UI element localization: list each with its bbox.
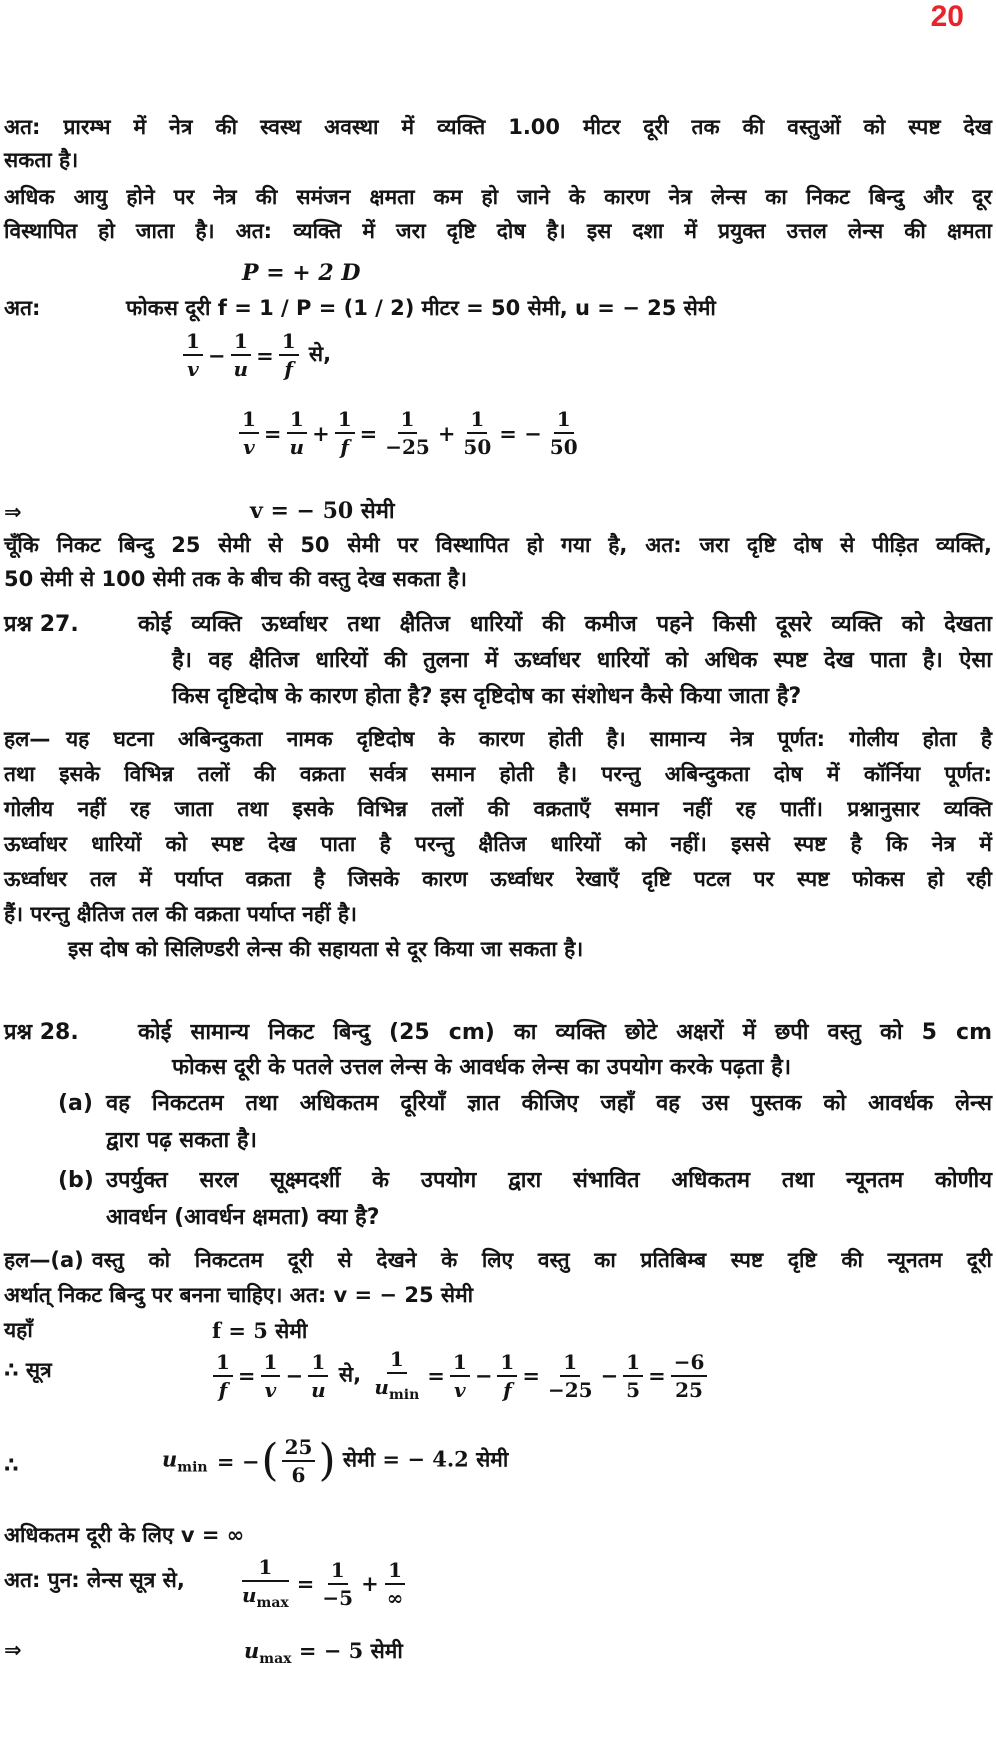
question-27-line: किस दृष्टिदोष के कारण होता है? इस दृष्टिदोष का संशोधन कैसे किया जाता है? xyxy=(172,684,802,709)
focal-value: f = 5 सेमी xyxy=(212,1318,308,1343)
part-b-line: आवर्धन (आवर्धन क्षमता) क्या है? xyxy=(106,1205,380,1230)
umax-formula-prefix: अत: पुन: लेन्स सूत्र से, xyxy=(4,1568,185,1592)
v-result: v = − 50 सेमी xyxy=(250,498,395,524)
paragraph-line: 50 सेमी से 100 सेमी तक के बीच की वस्तु देख सकता है। xyxy=(4,567,467,591)
paragraph-line: सकता है। xyxy=(4,148,79,172)
umin-result: $u_{min}$ = −( $\frac{25}{6}$ ) सेमी = − 4.2 सेमी xyxy=(162,1435,509,1487)
paragraph-line: चूँकि निकट बिन्दु 25 सेमी से 50 सेमी पर विस्थापित हो गया है, अत: जरा दृष्टि दोष से पीड़ित व्यक्ति, xyxy=(4,533,992,557)
label-yahan: यहाँ xyxy=(4,1318,33,1342)
answer-line: ऊर्ध्वाधर तल में पर्याप्त वक्रता है जिसके कारण ऊर्ध्वाधर रेखाएँ दृष्टि पटल पर स्पष्ट फोकस हो रही xyxy=(4,867,992,891)
question-27-line: कोई व्यक्ति ऊर्ध्वाधर तथा क्षैतिज धारियों की कमीज पहने किसी दूसरे व्यक्ति को देखता xyxy=(138,612,992,637)
fraction: $\frac{1}{u}$ xyxy=(231,330,252,380)
fraction: $\frac{1}{f}$ xyxy=(279,330,299,380)
answer-line: इस दोष को सिलिण्डरी लेन्स की सहायता से दूर किया जा सकता है। xyxy=(68,937,584,961)
part-a-line: वह निकटतम तथा अधिकतम दूरियाँ ज्ञात कीजिए जहाँ वह उस पुस्तक को आवर्धक लेन्स xyxy=(106,1091,992,1116)
answer-line: गोलीय नहीं रह जाता तथा इसके विभिन्न तलों की वक्रताएँ समान नहीं रह पातीं। प्रश्नानुसार व्यक्ति xyxy=(4,797,992,821)
paragraph-line: विस्थापित हो जाता है। अत: व्यक्ति में जरा दृष्टि दोष है। इस दशा में प्रयुक्त उत्तल लेन्स की क्षमता xyxy=(4,219,992,243)
part-a-label: (a) xyxy=(58,1091,93,1116)
question-28-label: प्रश्न 28. xyxy=(4,1020,79,1045)
part-b-line: उपर्युक्त सरल सूक्ष्मदर्शी के उपयोग द्वारा संभावित अधिकतम तथा न्यूनतम कोणीय xyxy=(106,1168,992,1193)
formula-suffix: से, xyxy=(338,1362,362,1387)
umax-formula: $\frac{1}{u_{max}}$ = $\frac{1}{-5}$ + $\frac{1}{\infty}$ xyxy=(242,1555,404,1611)
focal-length-line: फोकस दूरी f = 1 / P = (1 / 2) मीटर = 50 सेमी, u = − 25 सेमी xyxy=(126,296,716,320)
answer-line: ऊर्ध्वाधर धारियों को स्पष्ट देख पाता है परन्तु क्षैतिज धारियों को नहीं। इससे स्पष्ट है कि नेत्र में xyxy=(4,832,992,856)
part-b-label: (b) xyxy=(58,1168,94,1193)
formula-suffix: से, xyxy=(308,342,332,366)
answer-label: हल—(a) xyxy=(4,1248,84,1272)
paragraph-line: अधिक आयु होने पर नेत्र की समंजन क्षमता कम हो जाने के कारण नेत्र लेन्स का निकट बिन्दु और दूर xyxy=(4,185,992,209)
therefore-symbol: ∴ xyxy=(4,1453,19,1477)
implies-arrow: ⇒ xyxy=(4,500,22,524)
paragraph-line: अत: प्रारम्भ में नेत्र की स्वस्थ अवस्था में व्यक्ति 1.00 मीटर दूरी तक की वस्तुओं को स्पष्ट देख xyxy=(4,115,992,139)
umax-result: $u_{max}$ = − 5 सेमी xyxy=(244,1638,403,1668)
question-28-line: कोई सामान्य निकट बिन्दु (25 cm) का व्यक्ति छोटे अक्षरों में छपी वस्तु को 5 cm xyxy=(138,1020,992,1045)
part-a-line: द्वारा पढ़ सकता है। xyxy=(106,1128,257,1153)
fraction: $\frac{1}{v}$ xyxy=(183,330,203,380)
implies-arrow: ⇒ xyxy=(4,1638,22,1662)
question-27-label: प्रश्न 27. xyxy=(4,612,79,637)
answer-line: वस्तु को निकटतम दूरी से देखने के लिए वस्तु का प्रतिबिम्ब स्पष्ट दृष्टि की न्यूनतम दूरी xyxy=(92,1248,992,1272)
power-equation: P = + 2 D xyxy=(242,260,361,286)
lens-formula-solution: $\frac{1}{v}$ = $\frac{1}{u}$ + $\frac{1}{f}$ = $\frac{1}{-25}$ + $\frac{1}{50}$ = − $\frac{1}{50}$ xyxy=(236,408,584,458)
answer-line: तथा इसके विभिन्न तलों की वक्रता सर्वत्र समान होती है। परन्तु अबिन्दुकता दोष में कॉर्निया पूर्णत: xyxy=(4,762,992,786)
lens-formula: $\frac{1}{v}$ − $\frac{1}{u}$ = $\frac{1}{f}$ से, xyxy=(180,330,331,380)
answer-line: यह घटना अबिन्दुकता नामक दृष्टिदोष के कारण होती है। सामान्य नेत्र पूर्णत: गोलीय होता है xyxy=(66,727,992,751)
label-sutra: ∴ सूत्र xyxy=(4,1358,52,1382)
umin-formula: $\frac{1}{f}$ = $\frac{1}{v}$ − $\frac{1}{u}$ से, $\frac{1}{u_{min}}$ = $\frac{1}{v}$ − $\frac{1}{f}$ = $\frac{1}{-25}$ − $\frac{1}{5}$ = $\frac{-6}{25}$ xyxy=(210,1348,710,1403)
label-atah: अत: xyxy=(4,296,41,320)
answer-line: अर्थात् निकट बिन्दु पर बनना चाहिए। अत: v = − 25 सेमी xyxy=(4,1283,474,1307)
question-27-line: है। वह क्षैतिज धारियों की तुलना में ऊर्ध्वाधर धारियों को अधिक स्पष्ट देख पाता है। ऐसा xyxy=(172,648,992,673)
answer-line: हैं। परन्तु क्षैतिज तल की वक्रता पर्याप्त नहीं है। xyxy=(4,902,357,926)
answer-label: हल— xyxy=(4,727,51,751)
question-28-line: फोकस दूरी के पतले उत्तल लेन्स के आवर्धक लेन्स का उपयोग करके पढ़ता है। xyxy=(172,1055,792,1080)
max-distance-line: अधिकतम दूरी के लिए v = ∞ xyxy=(4,1523,245,1547)
page-number: 20 xyxy=(930,0,964,33)
